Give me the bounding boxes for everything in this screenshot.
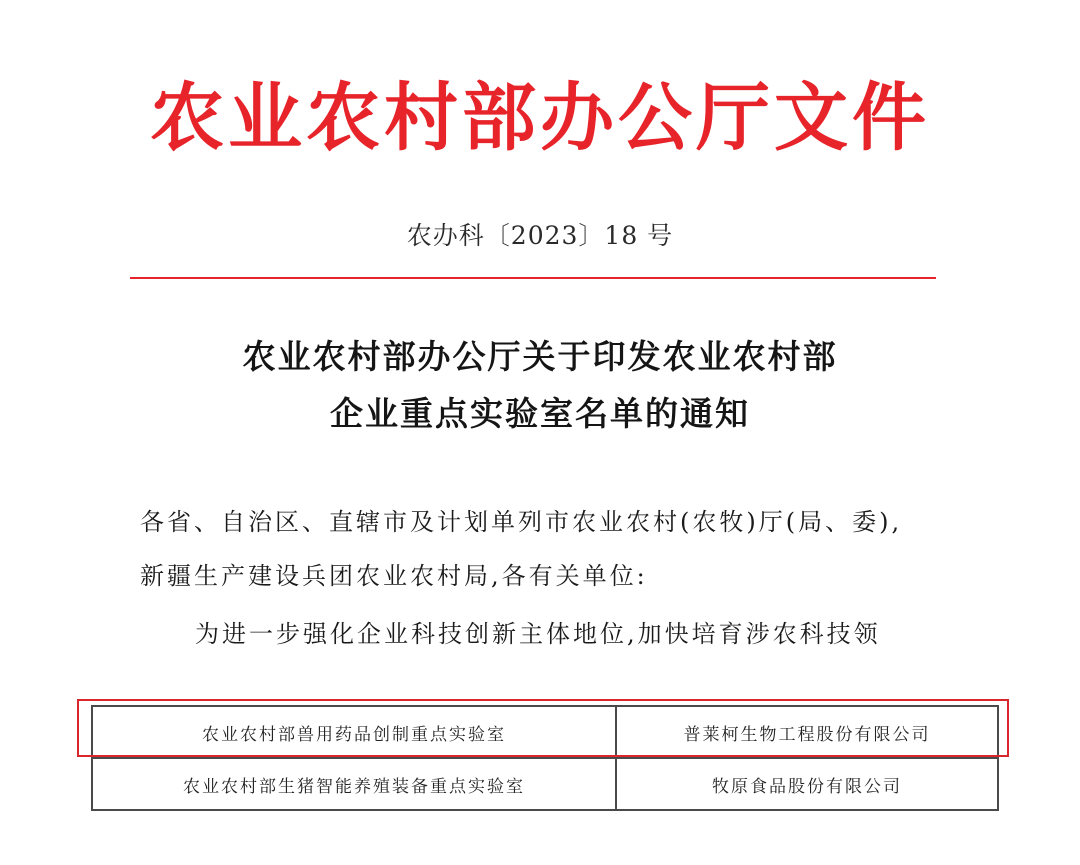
row-highlight-box	[77, 699, 1009, 757]
lab-name-cell: 农业农村部生猪智能养殖装备重点实验室	[92, 758, 616, 810]
red-divider-line	[130, 277, 936, 279]
table-row	[92, 758, 998, 810]
organization-cell: 普莱柯生物工程股份有限公司	[616, 706, 998, 758]
addressee-line-2: 新疆生产建设兵团农业农村局,各有关单位:	[140, 562, 648, 590]
notice-title-line-2: 企业重点实验室名单的通知	[330, 394, 750, 433]
lab-name-cell: 农业农村部兽用药品创制重点实验室	[92, 706, 616, 758]
notice-title-line-1: 农业农村部办公厅关于印发农业农村部	[242, 337, 838, 376]
organization-cell: 牧原食品股份有限公司	[616, 758, 998, 810]
addressee-line-1: 各省、自治区、直辖市及计划单列市农业农村(农牧)厅(局、委),	[140, 508, 903, 536]
document-masthead: 农业农村部办公厅文件	[150, 75, 930, 161]
body-paragraph-line-1: 为进一步强化企业科技创新主体地位,加快培育涉农科技领	[195, 620, 881, 648]
document-number: 农办科〔2023〕18 号	[406, 221, 674, 250]
